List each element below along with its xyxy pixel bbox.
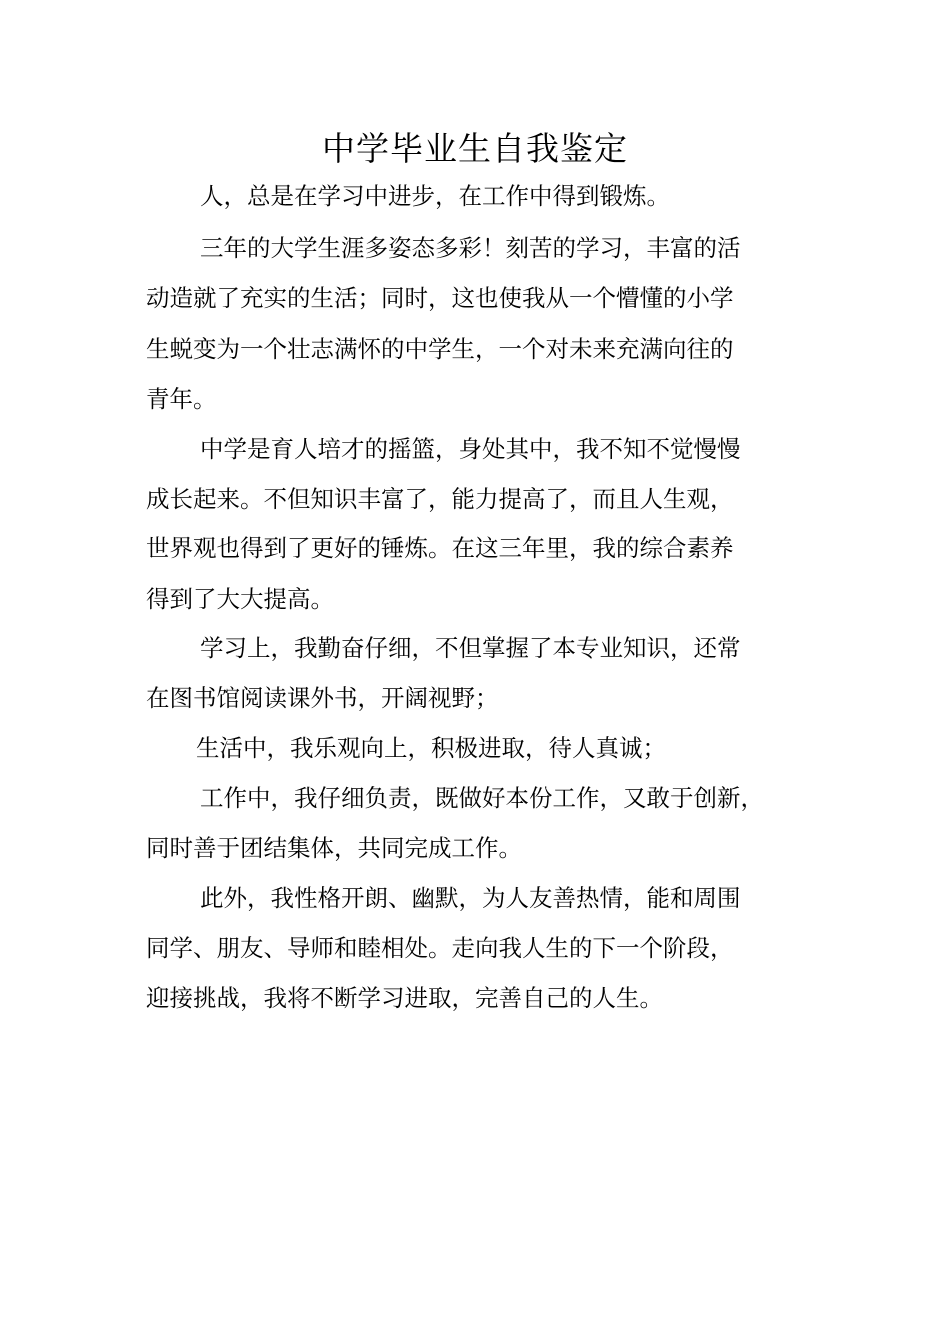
paragraph-line: 同时善于团结集体，共同完成工作。 xyxy=(146,834,522,862)
paragraph-line: 人，总是在学习中进步，在工作中得到锻炼。 xyxy=(200,182,670,210)
paragraph-line: 此外，我性格开朗、幽默，为人友善热情，能和周围 xyxy=(200,884,741,912)
paragraph-line: 青年。 xyxy=(146,385,217,413)
paragraph-line: 中学是育人培才的摇篮，身处其中，我不知不觉慢慢 xyxy=(200,435,741,463)
paragraph-line: 学习上，我勤奋仔细，不但掌握了本专业知识，还常 xyxy=(200,634,741,662)
paragraph-line: 动造就了充实的生活；同时，这也使我从一个懵懂的小学 xyxy=(146,284,734,312)
paragraph-line: 工作中，我仔细负责，既做好本份工作，又敢于创新， xyxy=(200,784,764,812)
paragraph-line: 三年的大学生涯多姿态多彩！刻苦的学习，丰富的活 xyxy=(200,234,741,262)
paragraph-line: 生活中，我乐观向上，积极进取，待人真诚； xyxy=(196,734,666,762)
document-title: 中学毕业生自我鉴定 xyxy=(322,129,628,168)
paragraph-line: 成长起来。不但知识丰富了，能力提高了，而且人生观， xyxy=(146,485,734,513)
paragraph-line: 在图书馆阅读课外书，开阔视野； xyxy=(146,684,499,712)
paragraph-line: 世界观也得到了更好的锤炼。在这三年里，我的综合素养 xyxy=(146,534,734,562)
paragraph-line: 生蜕变为一个壮志满怀的中学生，一个对未来充满向往的 xyxy=(146,335,734,363)
paragraph-line: 迎接挑战，我将不断学习进取，完善自己的人生。 xyxy=(146,984,663,1012)
paragraph-line: 同学、朋友、导师和睦相处。走向我人生的下一个阶段， xyxy=(146,934,734,962)
paragraph-line: 得到了大大提高。 xyxy=(146,585,334,613)
